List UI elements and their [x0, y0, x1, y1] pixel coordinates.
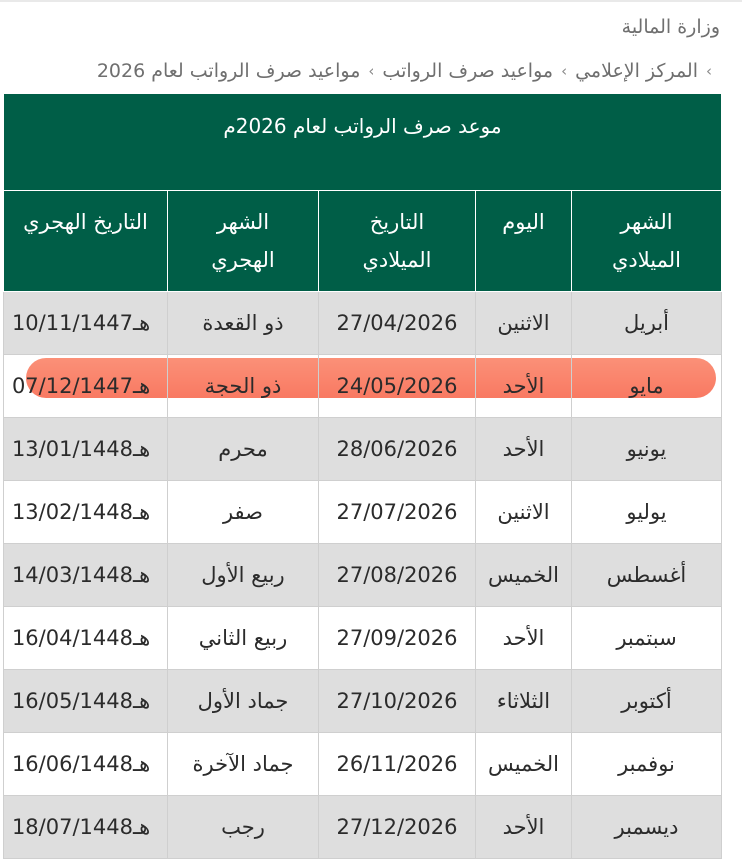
- table-row: [3, 418, 721, 481]
- cell-hijri-date: 18/07/1448هـ: [3, 796, 167, 859]
- salary-table-container: [4, 93, 722, 859]
- cell-day: الأحد: [476, 418, 572, 481]
- cell-gregorian-date: 24/05/2026: [319, 355, 476, 418]
- table-title: موعد صرف الرواتب لعام 2026م: [3, 94, 721, 191]
- header-gregorian-date-line2: الميلادي: [362, 248, 432, 272]
- cell-hijri-date: 14/03/1448هـ: [3, 544, 167, 607]
- cell-hijri-date: 07/12/1447هـ: [3, 355, 167, 418]
- header-gregorian-month-line1: الشهر: [620, 210, 673, 234]
- cell-day: الخميس: [476, 733, 572, 796]
- chevron-left-icon: ›: [561, 62, 568, 80]
- cell-gregorian-month: أغسطس: [572, 544, 722, 607]
- cell-gregorian-month: سبتمبر: [572, 607, 722, 670]
- cell-hijri-month: ربيع الثاني: [168, 607, 319, 670]
- cell-hijri-month: محرم: [168, 418, 319, 481]
- cell-gregorian-date: 28/06/2026: [319, 418, 476, 481]
- cell-day: الاثنين: [476, 292, 572, 355]
- header-gregorian-date-line1: التاريخ: [369, 210, 425, 234]
- cell-gregorian-month: يونيو: [572, 418, 722, 481]
- cell-gregorian-month: مايو: [572, 355, 722, 418]
- cell-gregorian-month: أكتوبر: [572, 670, 722, 733]
- cell-day: الأحد: [476, 796, 572, 859]
- header-hijri-month-line1: الشهر: [216, 210, 270, 234]
- cell-day: الاثنين: [476, 481, 572, 544]
- cell-gregorian-month: يوليو: [572, 481, 722, 544]
- table-row: [3, 292, 721, 355]
- header-day: [476, 191, 572, 292]
- table-row: [3, 481, 721, 544]
- cell-gregorian-date: 27/12/2026: [319, 796, 476, 859]
- header-gregorian-date: [319, 191, 476, 292]
- cell-hijri-month: جماد الأول: [168, 670, 319, 733]
- header-hijri-date-line1: التاريخ الهجري: [23, 210, 148, 234]
- table-row: [3, 607, 721, 670]
- cell-gregorian-date: 27/07/2026: [319, 481, 476, 544]
- cell-gregorian-month: ديسمبر: [572, 796, 722, 859]
- site-name[interactable]: وزارة المالية: [621, 16, 720, 38]
- cell-hijri-date: 13/01/1448هـ: [3, 418, 167, 481]
- breadcrumb-item-current: مواعيد صرف الرواتب لعام 2026: [96, 60, 361, 82]
- cell-gregorian-date: 27/04/2026: [319, 292, 476, 355]
- header-hijri-date: [3, 191, 167, 292]
- header-hijri-date-spacer: [4, 241, 167, 279]
- table-row: [3, 670, 721, 733]
- cell-hijri-month: صفر: [168, 481, 319, 544]
- cell-hijri-month: ربيع الأول: [168, 544, 319, 607]
- cell-hijri-month: ذو القعدة: [168, 292, 319, 355]
- cell-gregorian-date: 27/08/2026: [319, 544, 476, 607]
- header-gregorian-month: [572, 191, 722, 292]
- breadcrumb: [20, 56, 720, 86]
- cell-day: الأحد: [476, 355, 572, 418]
- cell-day: الخميس: [476, 544, 572, 607]
- cell-gregorian-date: 26/11/2026: [319, 733, 476, 796]
- header-gregorian-month-line2: الميلادي: [611, 248, 682, 272]
- header-hijri-month: [168, 191, 319, 292]
- cell-hijri-month: جماد الآخرة: [168, 733, 319, 796]
- cell-day: الثلاثاء: [476, 670, 572, 733]
- cell-gregorian-month: نوفمبر: [572, 733, 722, 796]
- cell-hijri-date: 10/11/1447هـ: [3, 292, 167, 355]
- cell-gregorian-date: 27/09/2026: [319, 607, 476, 670]
- cell-hijri-date: 16/06/1448هـ: [3, 733, 167, 796]
- top-divider: [0, 0, 742, 2]
- table-row: [3, 544, 721, 607]
- cell-day: الأحد: [476, 607, 572, 670]
- table-row: [3, 796, 721, 859]
- header-day-spacer: [476, 241, 571, 279]
- chevron-left-icon: ›: [368, 62, 375, 80]
- chevron-left-icon: ›: [706, 62, 712, 80]
- cell-hijri-date: 13/02/1448هـ: [3, 481, 167, 544]
- header-day-line1: اليوم: [502, 210, 545, 234]
- breadcrumb-item-media-center[interactable]: المركز الإعلامي: [575, 60, 698, 82]
- salary-table: [3, 93, 722, 859]
- table-row: [3, 733, 721, 796]
- cell-gregorian-date: 27/10/2026: [319, 670, 476, 733]
- cell-hijri-month: ذو الحجة: [168, 355, 319, 418]
- breadcrumb-item-salary-dates[interactable]: مواعيد صرف الرواتب: [382, 60, 554, 82]
- cell-hijri-date: 16/04/1448هـ: [3, 607, 167, 670]
- cell-gregorian-month: أبريل: [572, 292, 722, 355]
- table-row-highlighted: [3, 355, 721, 418]
- cell-hijri-month: رجب: [168, 796, 319, 859]
- cell-hijri-date: 16/05/1448هـ: [3, 670, 167, 733]
- header-hijri-month-line2: الهجري: [211, 248, 275, 272]
